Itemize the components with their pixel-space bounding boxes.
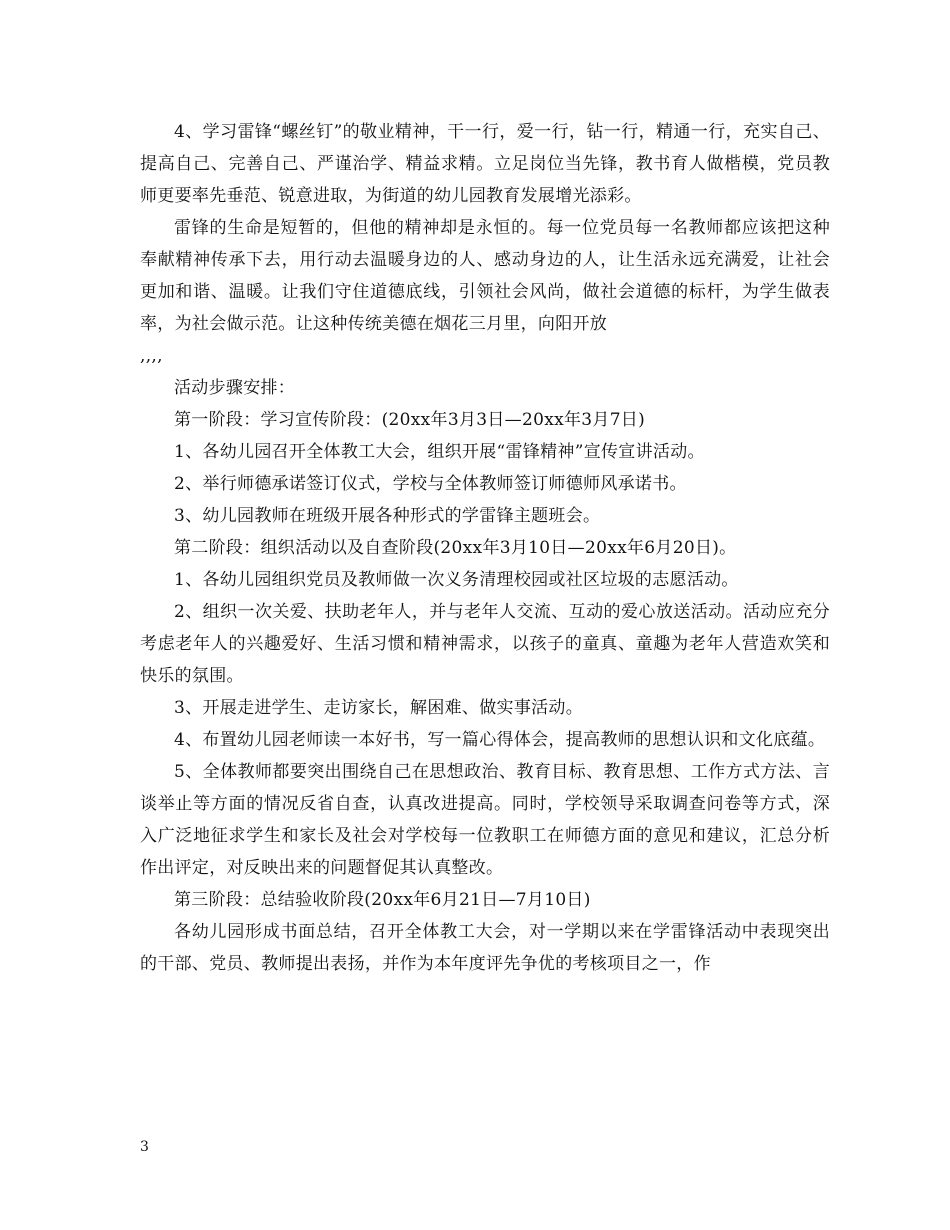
stage-heading: 第一阶段：学习宣传阶段：(20xx年3月3日—20xx年3月7日) [174, 410, 646, 430]
page-number: 3 [140, 1139, 149, 1155]
list-item: 4、布置幼儿园老师读一本好书，写一篇心得体会，提高教师的思想认识和文化底蕴。 [174, 730, 826, 750]
paragraph: 4、学习雷锋“螺丝钉”的敬业精神，干一行，爱一行，钻一行，精通一行，充实自己、提高自己、完善自己、严谨治学、精益求精。立足岗位当先锋，教书育人做楷模，党员教师更要率先垂范、锐意进取，为街道的幼儿园教育发展增光添彩。 [140, 122, 830, 206]
stage-heading: 第三阶段：总结验收阶段(20xx年6月21日—7月10日) [174, 890, 591, 910]
paragraph: 各幼儿园形成书面总结，召开全体教工大会，对一学期以来在学雷锋活动中表现突出的干部、党员、教师提出表扬，并作为本年度评先争优的考核项目之一，作 [140, 922, 830, 974]
list-item: 1、各幼儿园组织党员及教师做一次义务清理校园或社区垃圾的志愿活动。 [174, 570, 739, 590]
stage-heading: 第二阶段：组织活动以及自查阶段(20xx年3月10日—20xx年6月20日)。 [174, 538, 737, 558]
list-item: 5、全体教师都要突出围绕自己在思想政治、教育目标、教育思想、工作方式方法、言谈举止等方面的情况反省自查，认真改进提高。同时，学校领导采取调查问卷等方式，深入广泛地征求学生和家长及社会对学校每一位教职工在师德方面的意见和建议，汇总分析作出评定，对反映出来的问题督促其认真整改。 [140, 762, 830, 878]
list-item: 3、幼儿园教师在班级开展各种形式的学雷锋主题班会。 [174, 506, 601, 526]
section-heading: 活动步骤安排： [174, 378, 296, 398]
list-item: 1、各幼儿园召开全体教工大会，组织开展“雷锋精神”宣传宣讲活动。 [174, 442, 705, 462]
list-item: 2、组织一次关爱、扶助老年人，并与老年人交流、互动的爱心放送活动。活动应充分考虑老年人的兴趣爱好、生活习惯和精神需求，以孩子的童真、童趣为老年人营造欢笑和快乐的氛围。 [140, 602, 830, 686]
paragraph: 雷锋的生命是短暂的，但他的精神却是永恒的。每一位党员每一名教师都应该把这种奉献精神传承下去，用行动去温暖身边的人、感动身边的人，让生活永远充满爱，让社会更加和谐、温暖。让我们守住道德底线，引领社会风尚，做社会道德的标杆，为学生做表率，为社会做示范。让这种传统美德在烟花三月里，向阳开放 [140, 218, 830, 334]
list-item: 3、开展走进学生、走访家长，解困难、做实事活动。 [174, 698, 584, 718]
list-item: 2、举行师德承诺签订仪式，学校与全体教师签订师德师风承诺书。 [174, 474, 687, 494]
paragraph: ,,,, [140, 346, 163, 366]
document-body [140, 116, 830, 980]
